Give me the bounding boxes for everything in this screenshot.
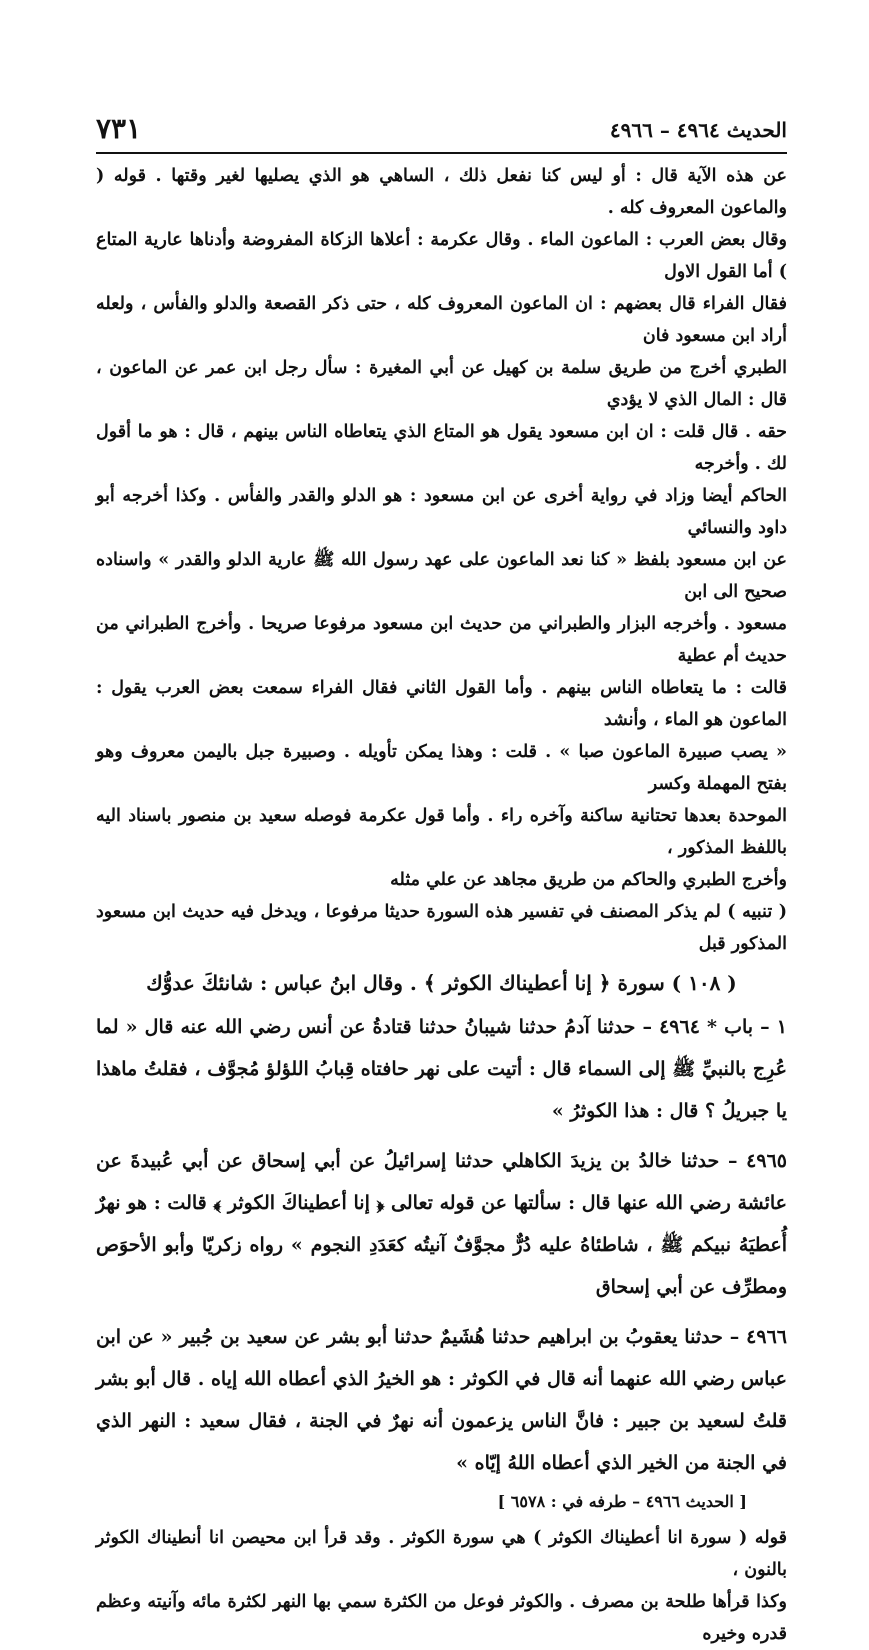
commentary-line: الحاكم أيضا وزاد في رواية أخرى عن ابن مسعود : هو الدلو والقدر والفأس . وكذا أخرجه أبو داود والنسائي — [96, 486, 787, 538]
hadith-4965: ٤٩٦٥ – حدثنا خالدُ بن يزيدَ الكاهلي حدثنا إسرائيلُ عن أبي إسحاق عن أبي عُبيدةَ عن عائشة رضي الله عنها قال : سألتها عن قوله تعالى ﴿ إنا أعطيناكَ الكوثر ﴾ قالت : هو نهرٌ أُعطيَهُ نبيكم ﷺ ، شاطئاهُ عليه دُرٌّ مجوَّفٌ آنيتُه كعَدَدِ النجوم » رواه زكريّا وأبو الأحوَص ومطرِّف عن أبي إسحاق — [96, 1150, 787, 1298]
final-commentary-block — [96, 1522, 787, 1650]
commentary-line: قوله ( سورة انا أعطيناك الكوثر ) هي سورة الكوثر . وقد قرأ ابن محيصن انا أنطيناك الكوثر بالنون ، — [96, 1528, 787, 1580]
commentary-line: عن ابن مسعود بلفظ « كنا نعد الماعون على عهد رسول الله ﷺ عارية الدلو والقدر » واسناده صحيح الى ابن — [96, 550, 787, 602]
hadith-range-heading: الحديث ٤٩٦٤ – ٤٩٦٦ — [609, 118, 787, 142]
commentary-line: وقال بعض العرب : الماعون الماء . وقال عكرمة : أعلاها الزكاة المفروضة وأدناها عارية المتاع ) أما القول الاول — [96, 230, 787, 282]
surah-heading: ( ١٠٨ ) سورة ﴿ إنا أعطيناك الكوثر ﴾ . وقال ابنُ عباس : شانئكَ عدوُّك — [146, 971, 737, 995]
commentary-line: الموحدة بعدها تحتانية ساكنة وآخره راء . وأما قول عكرمة فوصله سعيد بن منصور باسناد اليه باللفظ المذكور ، — [96, 806, 787, 858]
cross-reference-footnote: [ الحديث ٤٩٦٦ – طرفه في : ٦٥٧٨ ] — [497, 1492, 747, 1511]
header-rule — [96, 152, 787, 154]
commentary-line: حقه . قال قلت : ان ابن مسعود يقول هو المتاع الذي يتعاطاه الناس بينهم ، قال : هو ما أقول لك . وأخرجه — [96, 422, 787, 474]
commentary-line: « يصب صبيرة الماعون صبا » . قلت : وهذا يمكن تأويله . وصبيرة جبل باليمن معروف وهو بفتح المهملة وكسر — [96, 742, 787, 794]
commentary-line: قالت : ما يتعاطاه الناس بينهم . وأما القول الثاني فقال الفراء سمعت بعض العرب يقول : الماعون هو الماء ، وأنشد — [96, 678, 787, 730]
commentary-line: فقال الفراء قال بعضهم : ان الماعون المعروف كله ، حتى ذكر القصعة والدلو والفأس ، ولعله أراد ابن مسعود فان — [96, 294, 787, 346]
commentary-line: مسعود . وأخرجه البزار والطبراني من حديث ابن مسعود مرفوعا صريحا . وأخرج الطبراني من حديث أم عطية — [96, 614, 787, 666]
hadith-4964: ١ – باب * ٤٩٦٤ – حدثنا آدمُ حدثنا شيبانُ حدثنا قتادةُ عن أنس رضي الله عنه قال « لما عُرِج بالنبيِّ ﷺ إلى السماء قال : أتيت على نهر حافتاه قِبابُ اللؤلؤ مُجوَّف ، فقلتُ ماهذا يا جبريلُ ؟ قال : هذا الكوثرُ » — [96, 1016, 787, 1122]
commentary-line: الطبري أخرج من طريق سلمة بن كهيل عن أبي المغيرة : سأل رجل ابن عمر عن الماعون ، قال : المال الذي لا يؤدي — [96, 358, 787, 410]
note-paragraph: ( تنبيه ) لم يذكر المصنف في تفسير هذه السورة حديثا مرفوعا ، ويدخل فيه حديث ابن مسعود المذكور قبل — [96, 902, 787, 954]
commentary-line: عن هذه الآية قال : أو ليس كنا نفعل ذلك ، الساهي هو الذي يصليها لغير وقتها . قوله ( والماعون المعروف كله . — [96, 166, 787, 218]
page-header — [96, 112, 787, 146]
commentary-line: وأخرج الطبري والحاكم من طريق مجاهد عن علي مثله — [390, 870, 787, 890]
commentary-line: وكذا قرأها طلحة بن مصرف . والكوثر فوعل من الكثرة سمي بها النهر لكثرة مائه وآنيته وعظم قدره وخيره — [96, 1592, 787, 1644]
commentary-block — [96, 160, 787, 896]
hadith-4966: ٤٩٦٦ – حدثنا يعقوبُ بن ابراهيم حدثنا هُشَيمٌ حدثنا أبو بشر عن سعيد بن جُبير « عن ابن عباس رضي الله عنهما أنه قال في الكوثر : هو الخيرُ الذي أعطاه الله إياه . قال أبو بشر قلتُ لسعيد بن جبير : فانَّ الناس يزعمون أنه نهرٌ في الجنة ، فقال سعيد : النهر الذي في الجنة من الخير الذي أعطاه اللهُ إيّاه » — [96, 1326, 787, 1474]
page-number: ٧٣١ — [96, 112, 142, 145]
